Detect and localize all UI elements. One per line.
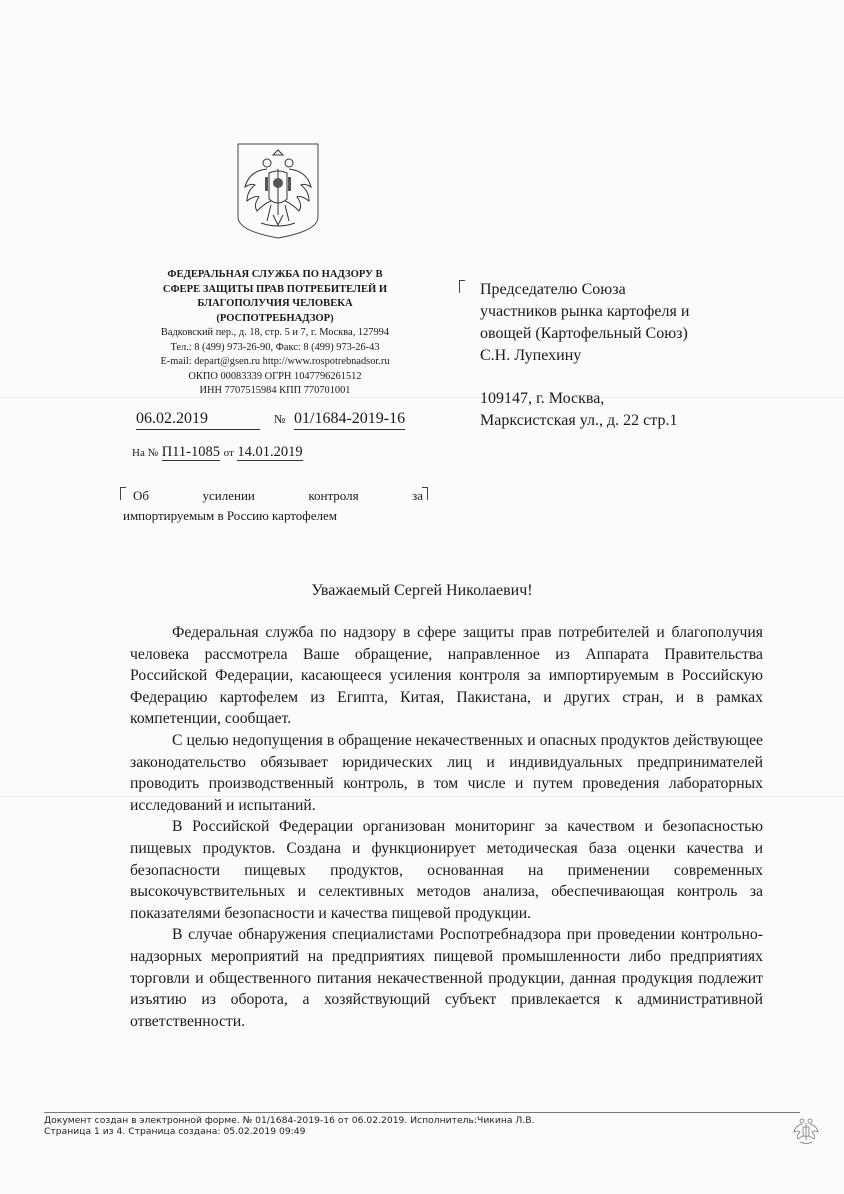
org-name-line: (РОСПОТРЕБНАДЗОР): [216, 312, 334, 324]
incoming-number: П11-1085: [161, 444, 220, 460]
org-name-line: СФЕРЕ ЗАЩИТЫ ПРАВ ПОТРЕБИТЕЛЕЙ И: [162, 283, 388, 295]
letter-subject: [123, 486, 429, 526]
addressee-block: [480, 279, 810, 432]
addressee-name: С.Н. Лупехину: [480, 347, 582, 364]
addressee-address-line: Марксистская ул., д. 22 стр.1: [480, 412, 678, 429]
coat-of-arms-icon: [237, 143, 319, 239]
body-paragraph: В случае обнаружения специалистами Роспотребнадзора при проведении контрольно-надзорных мероприятий на предприятиях пищевой промышленности либо предприятиях торговли и общественного питания некачественной продукции, данная продукция подлежит изъятию из оборота, а хозяйствующий субъект привлекается к административной ответственности.: [130, 926, 763, 1030]
outgoing-reference: [136, 409, 436, 431]
org-name-line: БЛАГОПОЛУЧИЯ ЧЕЛОВЕКА: [197, 298, 353, 309]
subject-line-1: Об усилении контроля за: [133, 488, 423, 503]
outgoing-number-label: №: [274, 412, 286, 426]
org-okpo: ОКПО 00083339 ОГРН 1047796261512: [188, 370, 362, 382]
greeting: Уважаемый Сергей Николаевич!: [311, 582, 533, 599]
org-address: Вадковский пер., д. 18, стр. 5 и 7, г. Москва, 127994: [160, 327, 390, 338]
incoming-date: 14.01.2019: [237, 444, 303, 460]
incoming-reference: [132, 444, 303, 464]
page-footer: [44, 1112, 800, 1137]
incoming-from-label: от: [223, 447, 234, 459]
subject-line-2: импортируемым в Россию картофелем: [123, 508, 337, 523]
addressee-bracket: [459, 280, 465, 293]
small-coat-of-arms-icon: [792, 1114, 820, 1146]
body-paragraph: С целью недопущения в обращение некачественных и опасных продуктов действующее законодательство обязывает юридических лиц и индивидуальных предпринимателей проводить производственный контроль, в том числе и путем проведения лабораторных исследований и испытаний.: [130, 731, 763, 814]
org-email: E-mail: depart@gsen.ru http://www.rospotrebnadsor.ru: [160, 356, 390, 367]
sender-organization-block: [118, 268, 432, 399]
outgoing-number: 01/1684-2019-16: [294, 409, 405, 430]
footer-document-info: Документ создан в электронной форме. № 01/1684-2019-16 от 06.02.2019. Исполнитель:Чикина Л.В.: [44, 1115, 535, 1126]
org-name-line: ФЕДЕРАЛЬНАЯ СЛУЖБА ПО НАДЗОРУ В: [167, 269, 383, 280]
incoming-number-label: На №: [132, 447, 159, 459]
body-paragraph: В Российской Федерации организован мониторинг за качеством и безопасностью пищевых продуктов. Создана и функционирует методическая база оценки качества и безопасности пищевых продуктов, основанная на применении современных высокочувствительных и селективных методов анализа, обеспечивающая контроль за показателями безопасности и качества пищевой продукции.: [130, 818, 763, 922]
addressee-line: участников рынка картофеля и: [480, 303, 690, 320]
addressee-line: Председателю Союза: [480, 281, 626, 298]
outgoing-date: 06.02.2019: [136, 409, 260, 430]
org-inn: ИНН 7707515984 КПП 770701001: [199, 385, 351, 396]
addressee-line: овощей (Картофельный Союз): [480, 325, 688, 342]
footer-page-info: Страница 1 из 4. Страница создана: 05.02.2019 09:49: [44, 1126, 306, 1137]
body-paragraph: Федеральная служба по надзору в сфере защиты прав потребителей и благополучия человека рассмотрела Ваше обращение, направленное из Аппарата Правительства Российской Федерации, касающееся усиления контроля за импортируемым в Российскую Федерацию картофелем из Египта, Китая, Пакистана, и других стран, и в рамках компетенции, сообщает.: [130, 624, 763, 728]
addressee-address-line: 109147, г. Москва,: [480, 390, 605, 407]
letter-body: [130, 622, 763, 1032]
org-phone: Тел.: 8 (499) 973-26-90, Факс: 8 (499) 973-26-43: [170, 341, 380, 353]
